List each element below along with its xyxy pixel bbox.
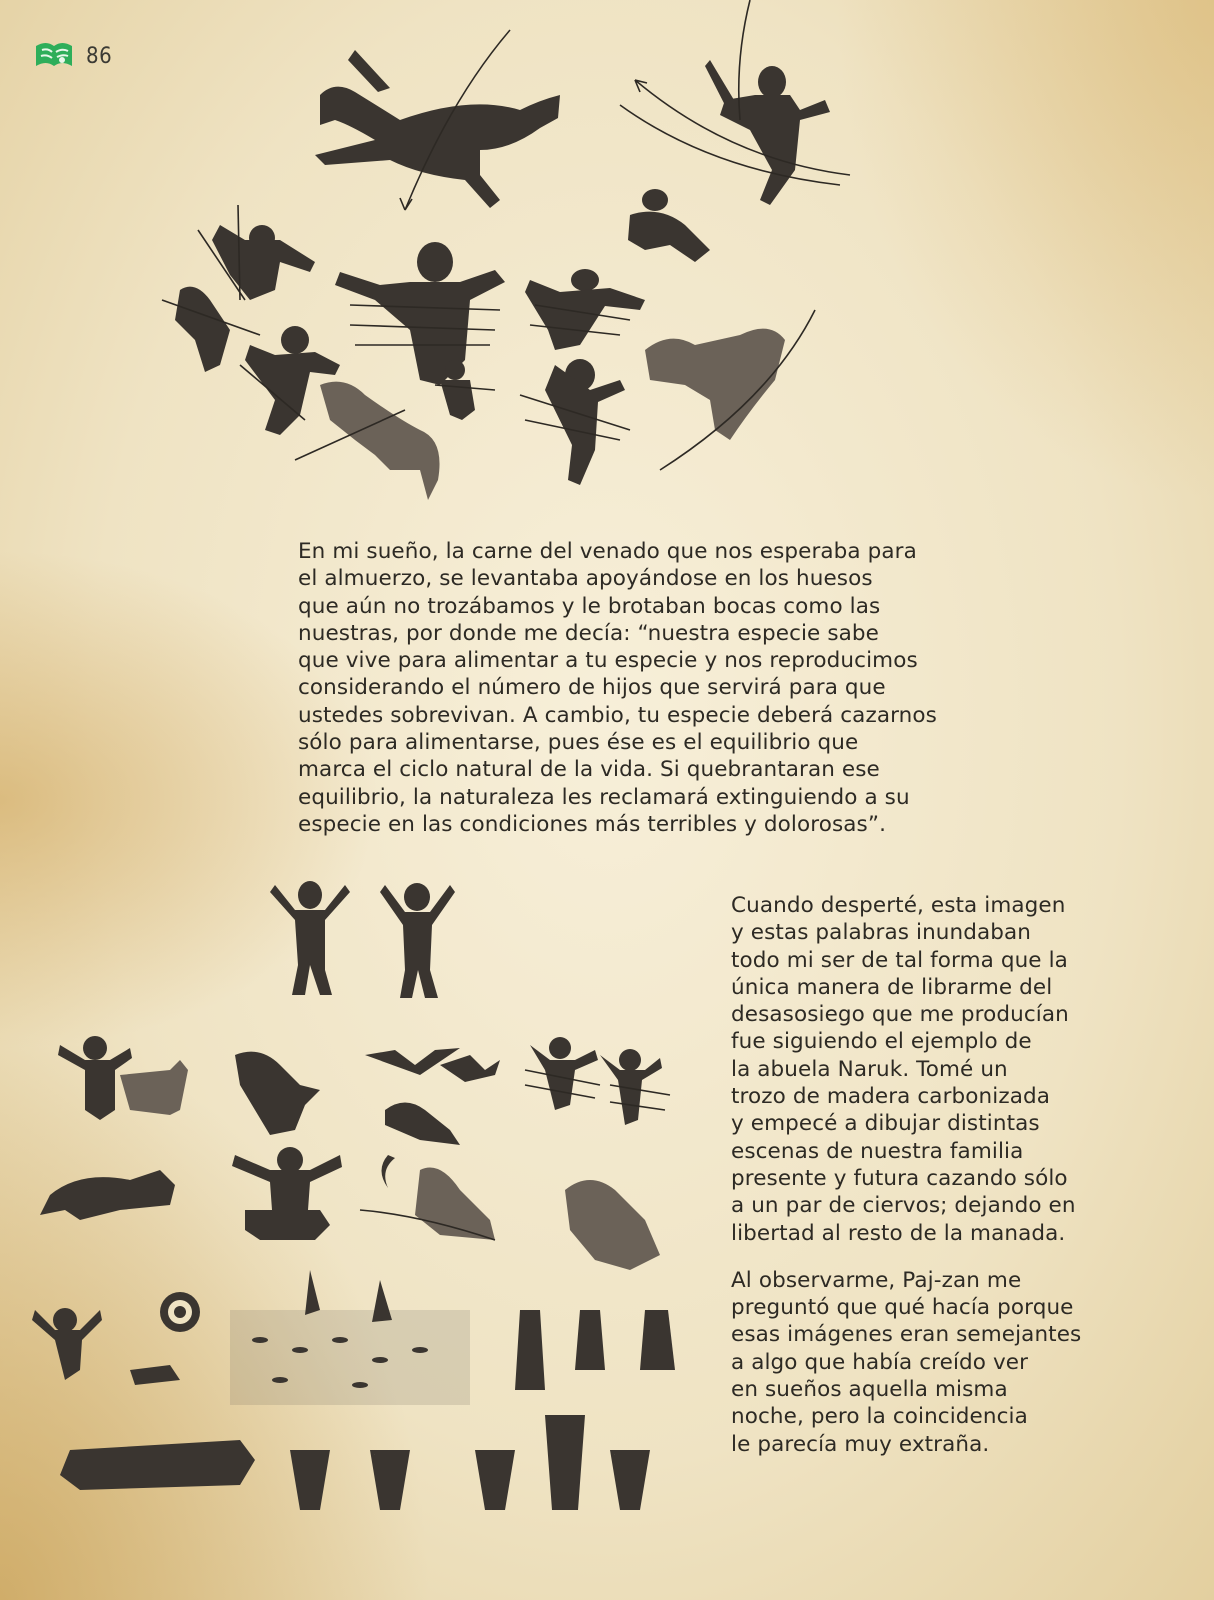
text-line: a algo que había creído ver — [731, 1349, 1029, 1375]
text-line: escenas de nuestra familia — [731, 1138, 1024, 1164]
text-line: única manera de librarme del — [731, 974, 1053, 1000]
text-line: desasosiego que me producían — [731, 1002, 1069, 1028]
text-line: ustedes sobrevivan. A cambio, tu especie deberá cazarnos — [298, 702, 937, 728]
text-line: presente y futura cazando sólo — [731, 1165, 1068, 1191]
side-paragraph-1 — [731, 892, 1131, 1247]
animal-figure-left — [175, 287, 230, 372]
moon-and-animal — [360, 1155, 495, 1240]
text-line: todo mi ser de tal forma que la — [731, 947, 1068, 973]
animal-figure — [235, 1052, 320, 1135]
main-paragraph — [298, 538, 958, 838]
birds-and-deer — [365, 1048, 500, 1145]
main-text-block — [298, 538, 958, 838]
text-line: noche, pero la coincidencia — [731, 1404, 1028, 1430]
text-line: a un par de ciervos; dejando en — [731, 1193, 1076, 1219]
text-line: considerando el número de hijos que servirá para que — [298, 675, 886, 701]
side-text-block — [731, 892, 1131, 1478]
text-line: y empecé a dibujar distintas — [731, 1111, 1040, 1137]
human-figure-flying — [525, 269, 645, 350]
human-figure-lower-center — [545, 359, 625, 485]
deer-head-figure — [645, 265, 785, 440]
text-line: que aún no trozábamos y le brotaban bocas como las — [298, 593, 881, 619]
deer-head-figure — [560, 1140, 660, 1270]
text-line: especie en las condiciones más terribles y dolorosas”. — [298, 811, 887, 837]
deer-figure-lower — [320, 360, 440, 500]
text-line: fue siguiendo el ejemplo de — [731, 1029, 1032, 1055]
green-book-logo-icon — [32, 40, 76, 72]
text-line: equilibrio, la naturaleza les reclamará extinguiendo a su — [298, 784, 910, 810]
feline-figure — [315, 50, 560, 208]
text-line: le parecía muy extraña. — [731, 1431, 990, 1457]
target-figure — [130, 1292, 200, 1385]
humans-raising-arms — [270, 1410, 670, 1510]
human-figure-left — [212, 225, 315, 300]
text-line: nuestras, por donde me decía: “nuestra especie sabe — [298, 620, 879, 646]
text-line: esas imágenes eran semejantes — [731, 1322, 1082, 1348]
human-figure-small — [440, 360, 475, 420]
text-line: en sueños aquella misma — [731, 1377, 1008, 1403]
human-over-animal — [232, 1147, 342, 1240]
page-header — [32, 40, 112, 72]
human-figure-top-right — [705, 60, 830, 205]
text-line: libertad al resto de la manada. — [731, 1220, 1066, 1246]
text-line: Al observarme, Paj-zan me — [731, 1267, 1022, 1293]
text-line: y estas palabras inundaban — [731, 920, 1032, 946]
human-figure-crawling — [628, 189, 710, 262]
human-figure — [380, 883, 455, 998]
human-figure — [32, 1308, 102, 1380]
page-number: 86 — [86, 43, 113, 69]
text-line: sólo para alimentarse, pues ése es el equilibrio que — [298, 730, 859, 756]
side-paragraph-2 — [731, 1267, 1131, 1458]
hunters-with-arrows — [530, 1037, 662, 1125]
animals-group — [60, 1440, 255, 1490]
deer-leaping — [40, 1140, 175, 1220]
text-line: que vive para alimentar a tu especie y nos reproducimos — [298, 648, 918, 674]
text-line: la abuela Naruk. Tomé un — [731, 1056, 1008, 1082]
text-line: trozo de madera carbonizada — [731, 1084, 1050, 1110]
human-figure-center — [335, 242, 505, 385]
cave-painting-hunting-scene-icon — [150, 0, 870, 510]
fish-lake-scene — [230, 1270, 470, 1405]
text-line: el almuerzo, se levantaba apoyándose en los huesos — [298, 566, 873, 592]
three-standing-figures — [490, 1310, 688, 1390]
cave-painting-family-scenes-icon — [20, 870, 700, 1530]
text-line: preguntó que qué hacía porque — [731, 1295, 1074, 1321]
human-figure — [270, 881, 350, 995]
text-line: En mi sueño, la carne del venado que nos esperaba para — [298, 539, 917, 564]
text-line: Cuando desperté, esta imagen — [731, 893, 1066, 918]
human-with-deer — [58, 1036, 188, 1120]
text-line: marca el ciclo natural de la vida. Si quebrantaran ese — [298, 757, 880, 783]
